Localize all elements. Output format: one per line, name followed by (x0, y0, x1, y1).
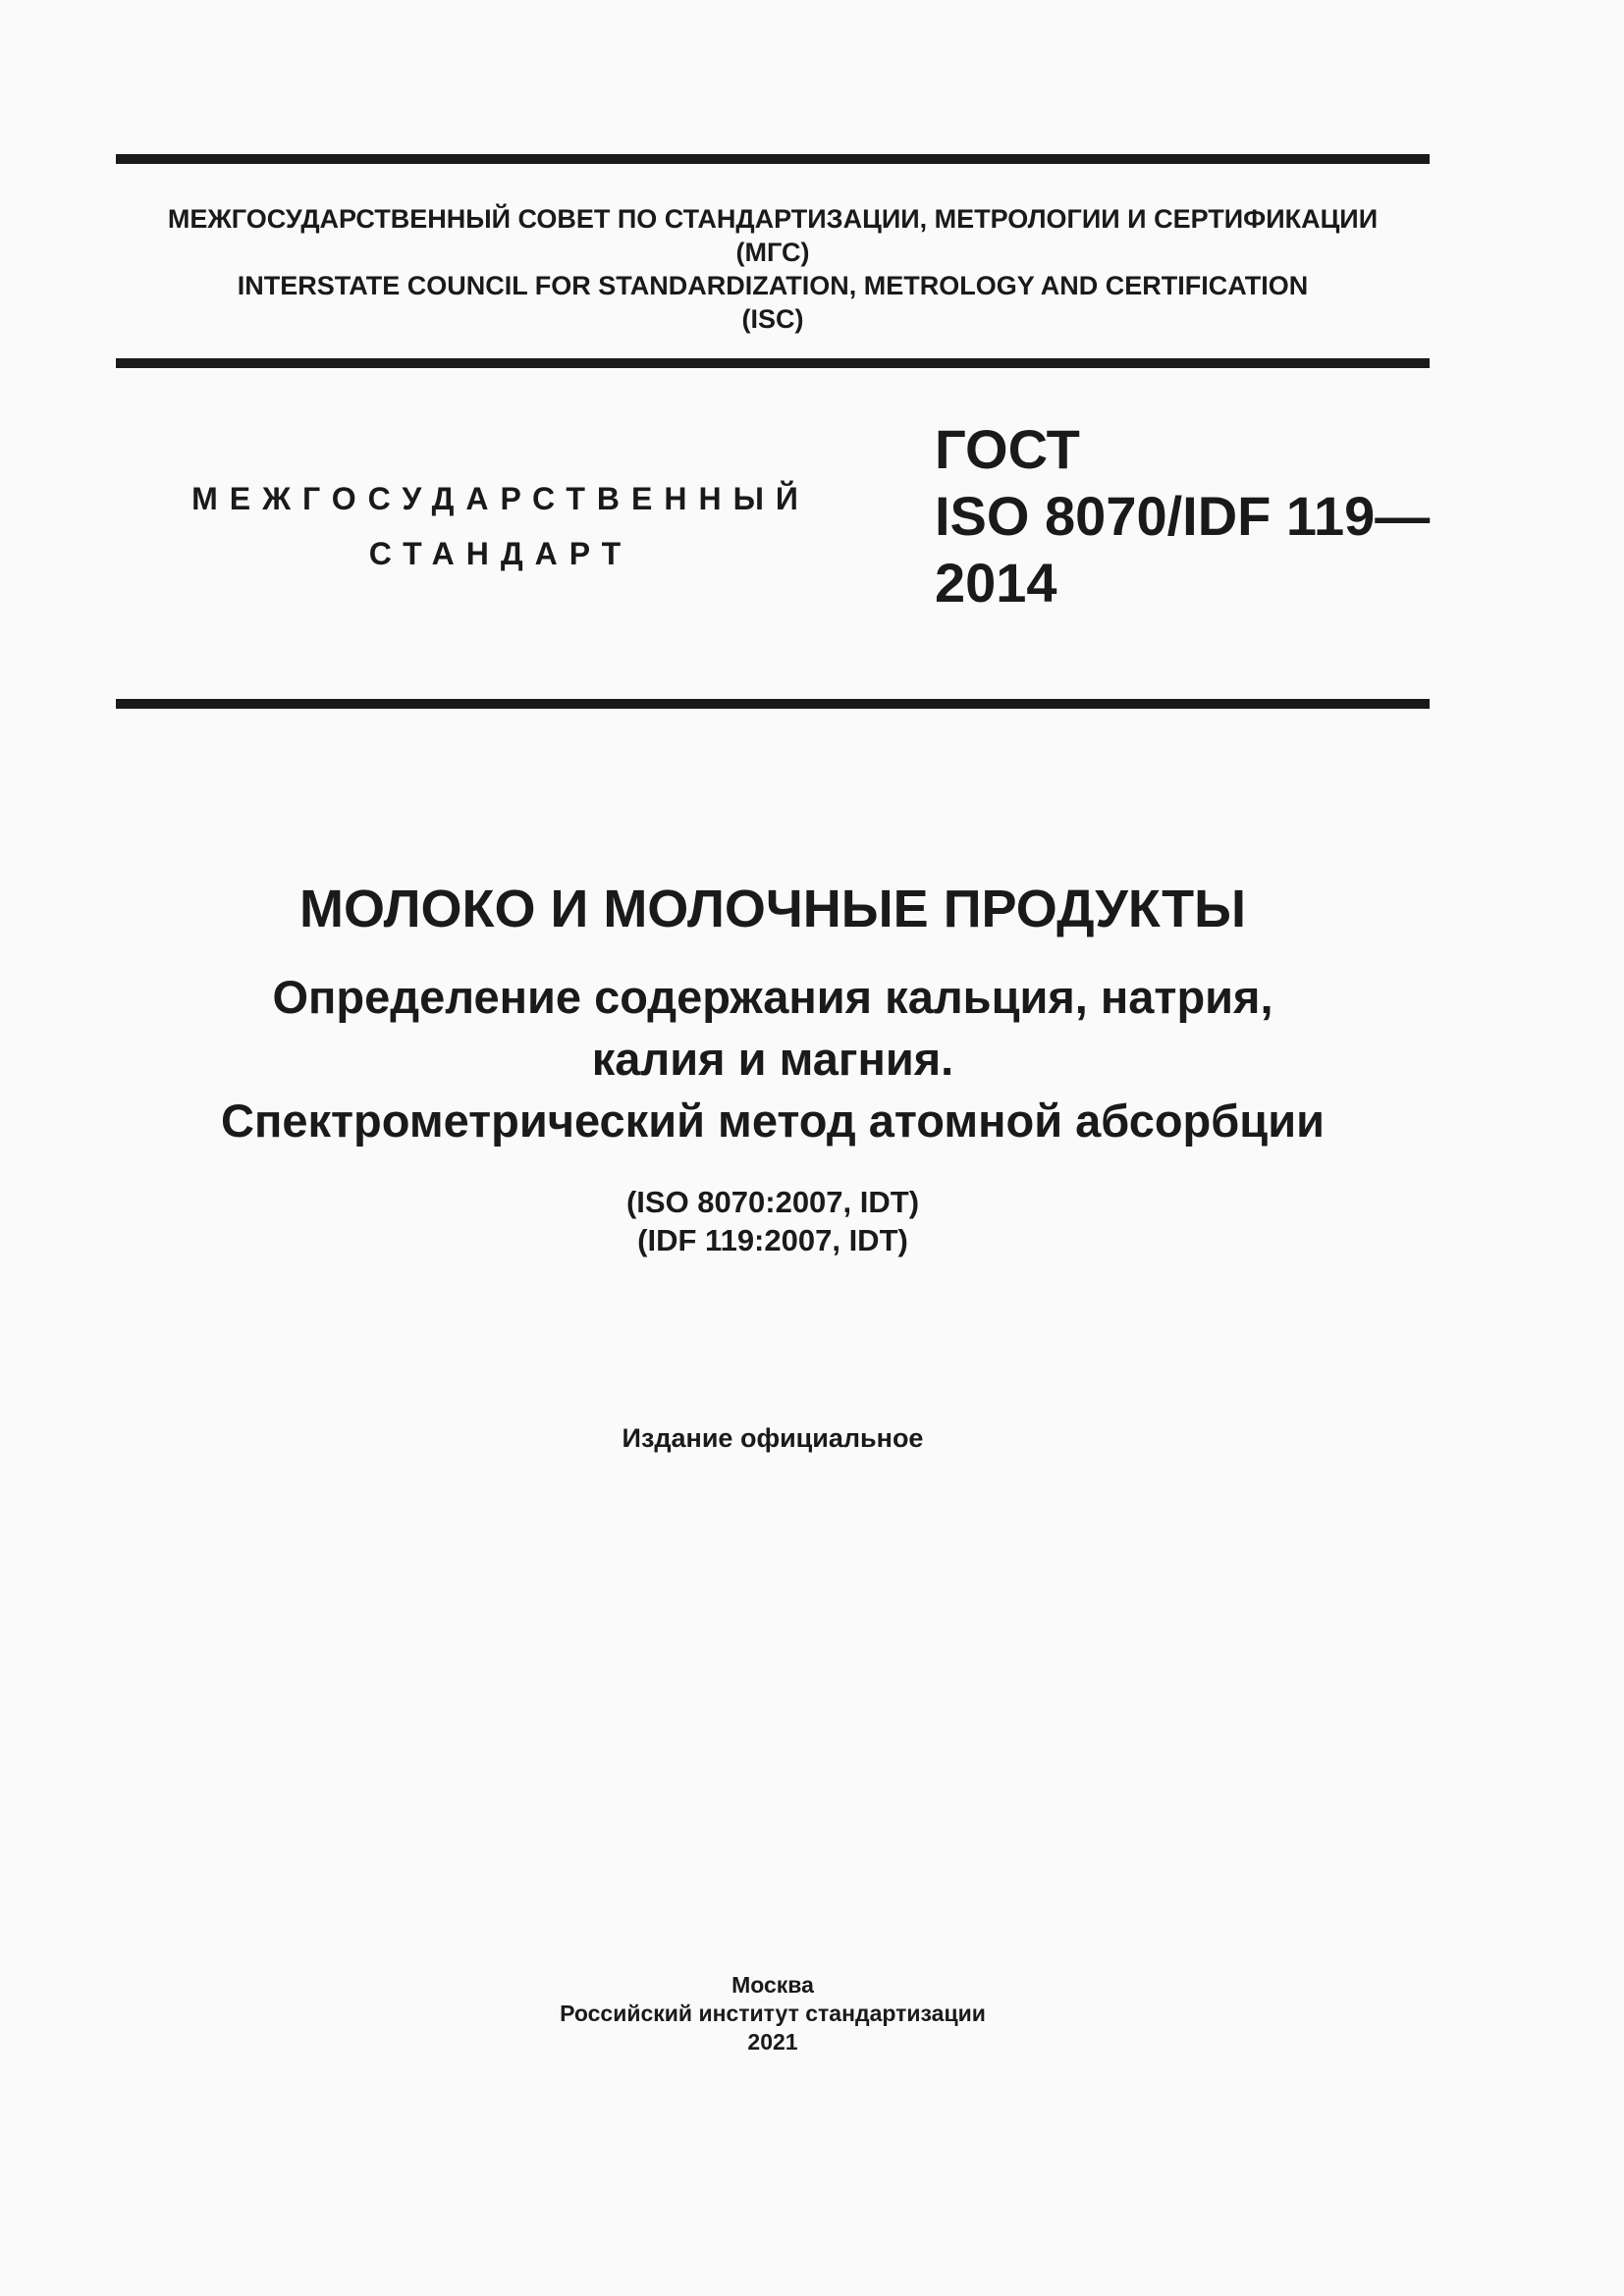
top-rule (116, 154, 1430, 164)
council-name-en: INTERSTATE COUNCIL FOR STANDARDIZATION, METROLOGY AND CERTIFICATION (237, 271, 1309, 300)
edition-label: Издание официальное (622, 1423, 924, 1453)
iso-reference: (ISO 8070:2007, IDT) (625, 1185, 920, 1219)
standard-kind-line1: МЕЖГОСУДАРСТВЕННЫЙ (191, 481, 810, 516)
imprint-year: 2021 (747, 2029, 798, 2055)
subtitle-line1: Определение содержания кальция, натрия, (272, 971, 1273, 1023)
designation-line1: ГОСТ (935, 418, 1080, 480)
council-name-ru: МЕЖГОСУДАРСТВЕННЫЙ СОВЕТ ПО СТАНДАРТИЗАЦИИ, МЕТРОЛОГИИ И СЕРТИФИКАЦИИ (167, 204, 1379, 234)
subtitle-line3: Спектрометрический метод атомной абсорбции (221, 1095, 1325, 1147)
title-block (116, 872, 1430, 1259)
subtitle (116, 966, 1430, 1151)
idf-reference: (IDF 119:2007, IDT) (637, 1223, 908, 1257)
council-abbr-ru: (МГС) (735, 238, 810, 267)
main-title: МОЛОКО И МОЛОЧНЫЕ ПРОДУКТЫ (299, 880, 1246, 938)
imprint-publisher: Российский институт стандартизации (560, 2001, 986, 2026)
header-bottom-rule (116, 358, 1430, 368)
designation-line3: 2014 (935, 552, 1057, 614)
imprint-city: Москва (731, 1972, 814, 1998)
imprint (116, 1971, 1430, 2056)
designation-bottom-rule (116, 699, 1430, 709)
standard-references (116, 1183, 1430, 1259)
standard-kind (177, 471, 825, 581)
council-abbr-en: (ISC) (741, 304, 804, 334)
council-header (116, 202, 1430, 336)
subtitle-line2: калия и магния. (591, 1033, 954, 1085)
standard-designation (935, 416, 1430, 616)
standard-kind-line2: СТАНДАРТ (368, 536, 633, 571)
designation-line2: ISO 8070/IDF 119— (935, 485, 1431, 547)
